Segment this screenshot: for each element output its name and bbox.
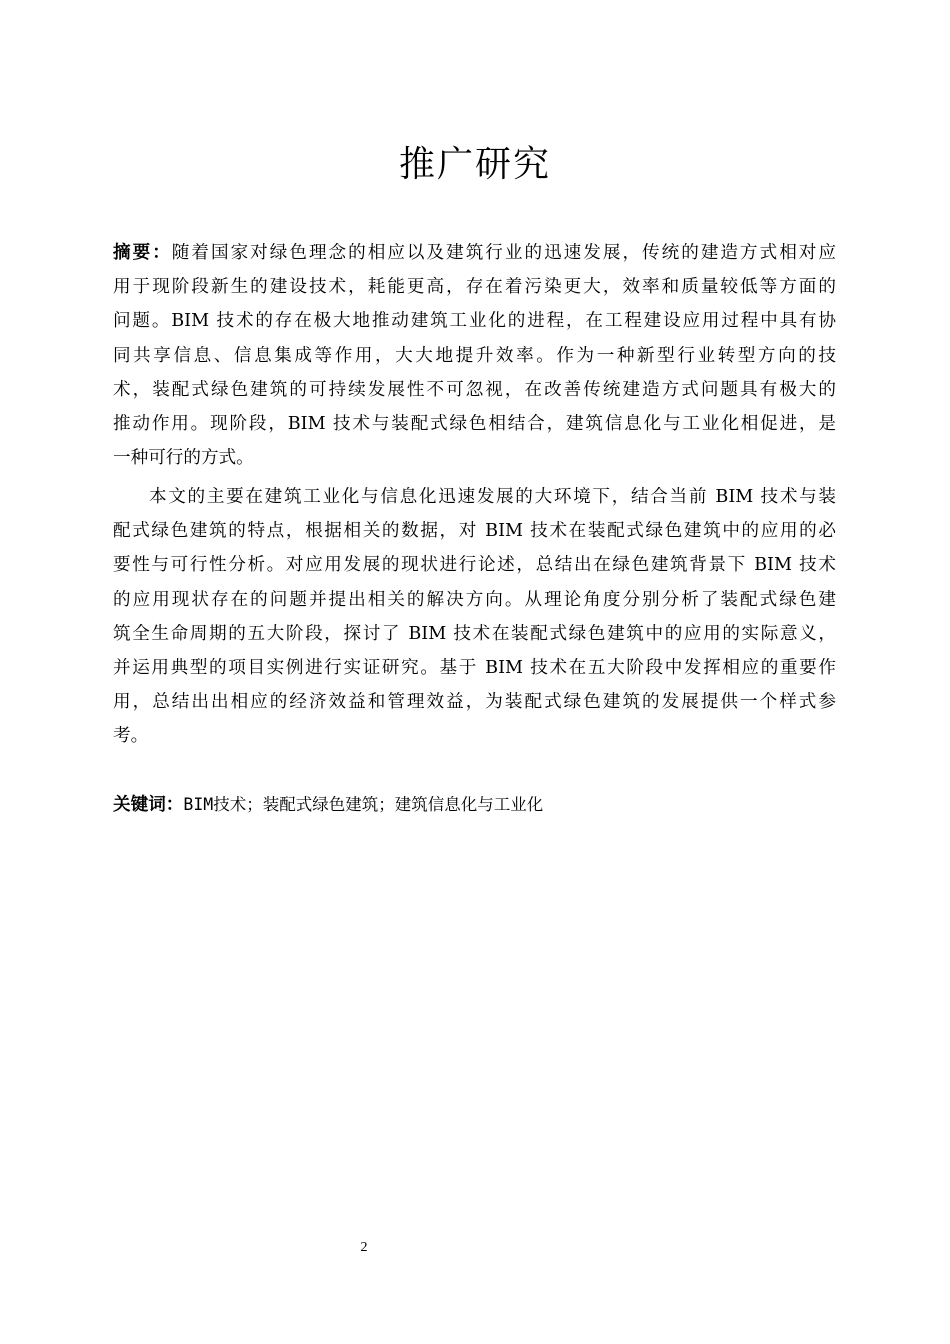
body-line: 要性与可行性分析。对应用发展的现状进行论述，总结出在绿色建筑背景下 BIM 技术: [113, 555, 836, 576]
abstract-line: 同共享信息、信息集成等作用，大大地提升效率。作为一种新型行业转型方向的技: [113, 345, 836, 366]
page-number: 2: [360, 1240, 368, 1255]
document-title: 推广研究: [398, 144, 551, 185]
body-line: 用，总结出出相应的经济效益和管理效益，为装配式绿色建筑的发展提供一个样式参: [113, 692, 836, 713]
abstract-line: 一种可行的方式。: [113, 448, 254, 469]
abstract-line: 摘要：随着国家对绿色理念的相应以及建筑行业的迅速发展，传统的建造方式相对应: [113, 243, 836, 263]
body-line: 考。: [113, 726, 149, 747]
abstract-line: 推动作用。现阶段，BIM 技术与装配式绿色相结合，建筑信息化与工业化相促进，是: [113, 413, 836, 434]
abstract-line: 术，装配式绿色建筑的可持续发展性不可忽视，在改善传统建造方式问题具有极大的: [113, 379, 836, 400]
abstract-line: 用于现阶段新生的建设技术，耗能更高，存在着污染更大，效率和质量较低等方面的: [113, 277, 836, 298]
keywords-text: BIM技术；装配式绿色建筑；建筑信息化与工业化: [183, 795, 544, 814]
keywords-label: 关键词：: [113, 795, 184, 815]
body-paragraph: [113, 480, 836, 754]
abstract-label: 摘要：: [113, 243, 172, 263]
abstract-paragraph: [113, 236, 836, 475]
body-line: 筑全生命周期的五大阶段，探讨了 BIM 技术在装配式绿色建筑中的应用的实际意义，: [113, 623, 836, 644]
body-line: 本文的主要在建筑工业化与信息化迅速发展的大环境下，结合当前 BIM 技术与装: [149, 487, 836, 507]
body-line: 的应用现状存在的问题并提出相关的解决方向。从理论角度分别分析了装配式绿色建: [113, 589, 836, 610]
body-line: 并运用典型的项目实例进行实证研究。基于 BIM 技术在五大阶段中发挥相应的重要作: [113, 657, 836, 678]
keywords: [113, 788, 836, 822]
body-line: 配式绿色建筑的特点，根据相关的数据，对 BIM 技术在装配式绿色建筑中的应用的必: [113, 521, 836, 542]
abstract-line: 问题。BIM 技术的存在极大地推动建筑工业化的进程，在工程建设应用过程中具有协: [113, 311, 836, 332]
